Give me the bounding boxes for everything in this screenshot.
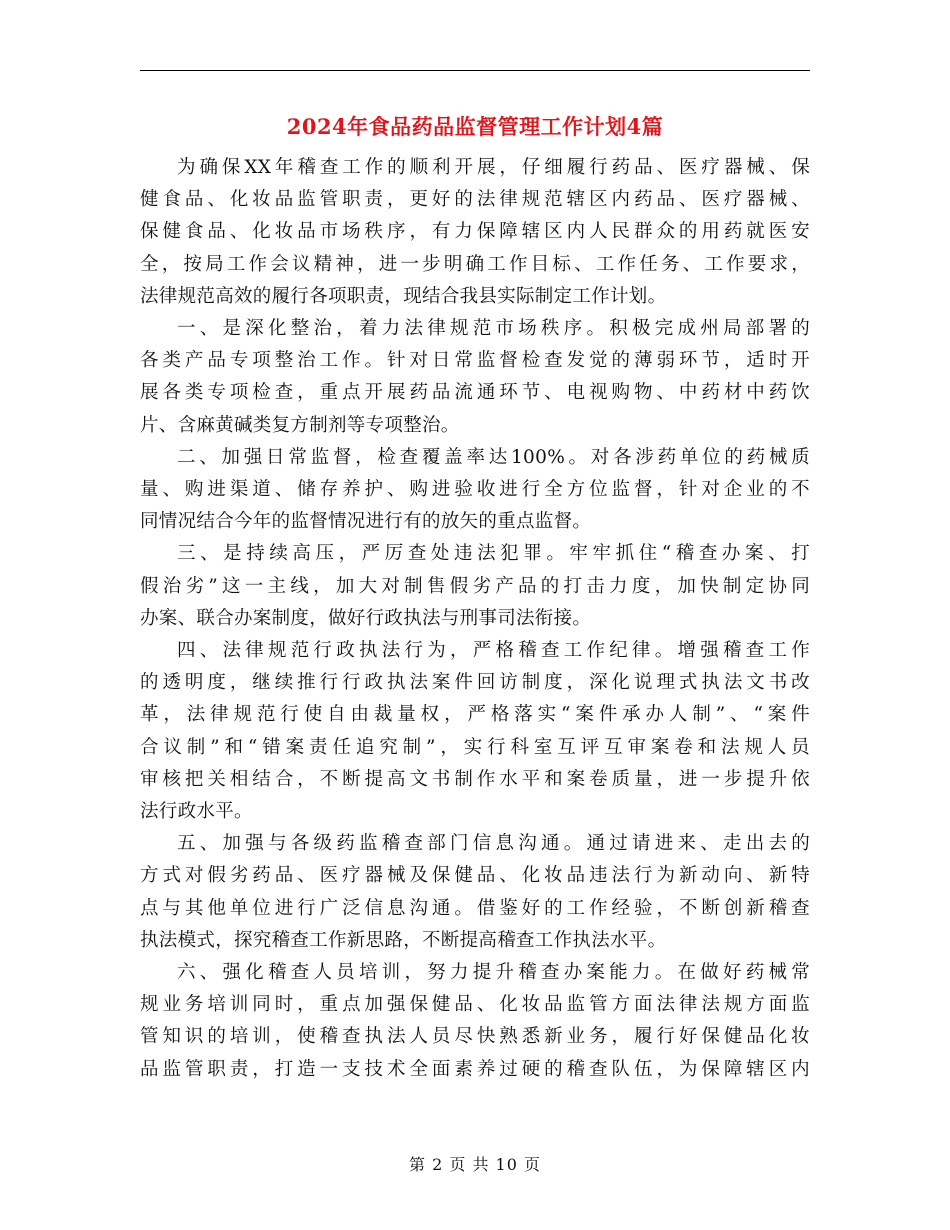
paragraph-line: 全，按局工作会议精神，进一步明确工作目标、工作任务、工作要求， [140, 253, 810, 275]
paragraph-line: 方式对假劣药品、医疗器械及保健品、化妆品违法行为新动向、新特 [140, 865, 810, 887]
paragraph-line: 三、是持续高压，严厉查处违法犯罪。牢牢抓住“稽查办案、打 [177, 543, 810, 565]
body-paragraph [140, 828, 810, 957]
paragraph-line: 二、加强日常监督，检查覆盖率达100%。对各涉药单位的药械质 [177, 446, 810, 468]
paragraph-line: 四、法律规范行政执法行为，严格稽查工作纪律。增强稽查工作 [177, 640, 810, 662]
body-paragraph [140, 442, 810, 539]
paragraph-line: 执法模式，探究稽查工作新思路，不断提高稽查工作执法水平。 [140, 929, 667, 951]
body-paragraph [140, 152, 810, 313]
paragraph-line: 健食品、化妆品监管职责，更好的法律规范辖区内药品、医疗器械、 [140, 189, 810, 211]
paragraph-line: 展各类专项检查，重点开展药品流通环节、电视购物、中药材中药饮 [140, 382, 810, 404]
paragraph-line: 管知识的培训，使稽查执法人员尽快熟悉新业务，履行好保健品化妆 [140, 1026, 810, 1048]
paragraph-line: 片、含麻黄碱类复方制剂等专项整治。 [140, 414, 460, 436]
body-paragraph [140, 635, 810, 828]
paragraph-line: 品监管职责，打造一支技术全面素养过硬的稽查队伍，为保障辖区内 [140, 1058, 810, 1080]
paragraph-line: 革，法律规范行使自由裁量权，严格落实“案件承办人制”、“案件 [140, 704, 810, 726]
paragraph-line: 为确保XX年稽查工作的顺利开展，仔细履行药品、医疗器械、保 [177, 157, 810, 178]
paragraph-line: 同情况结合今年的监督情况进行有的放矢的重点监督。 [140, 511, 592, 533]
paragraph-line: 各类产品专项整治工作。针对日常监督检查发觉的薄弱环节，适时开 [140, 350, 810, 372]
paragraph-line: 法行政水平。 [140, 801, 253, 823]
paragraph-line: 六、强化稽查人员培训，努力提升稽查办案能力。在做好药械常 [177, 962, 810, 984]
document-title: 2024年食品药品监督管理工作计划4篇 [286, 114, 664, 139]
paragraph-line: 的透明度，继续推行行政执法案件回访制度，深化说理式执法文书改 [140, 672, 810, 694]
paragraph-line: 办案、联合办案制度，做好行政执法与刑事司法衔接。 [140, 607, 592, 629]
paragraph-line: 法律规范高效的履行各项职责，现结合我县实际制定工作计划。 [140, 285, 667, 307]
header-rule [140, 70, 810, 71]
paragraph-line: 规业务培训同时，重点加强保健品、化妆品监管方面法律法规方面监 [140, 994, 810, 1016]
paragraph-line: 点与其他单位进行广泛信息沟通。借鉴好的工作经验，不断创新稽查 [140, 897, 810, 919]
paragraph-line: 量、购进渠道、储存养护、购进验收进行全方位监督，针对企业的不 [140, 479, 810, 501]
paragraph-line: 合议制”和“错案责任追究制”，实行科室互评互审案卷和法规人员 [140, 736, 810, 758]
paragraph-line: 审核把关相结合，不断提高文书制作水平和案卷质量，进一步提升依 [140, 768, 810, 790]
paragraph-line: 五、加强与各级药监稽查部门信息沟通。通过请进来、走出去的 [177, 833, 810, 855]
body-paragraph [140, 538, 810, 635]
page-number: 第 2 页 共 10 页 [409, 1155, 541, 1174]
body-paragraph [140, 313, 810, 442]
body-paragraph [140, 957, 810, 1086]
paragraph-line: 保健食品、化妆品市场秩序，有力保障辖区内人民群众的用药就医安 [140, 221, 810, 243]
paragraph-line: 一、是深化整治，着力法律规范市场秩序。积极完成州局部署的 [177, 318, 810, 340]
paragraph-line: 假治劣”这一主线，加大对制售假劣产品的打击力度，加快制定协同 [140, 575, 810, 597]
document-body [140, 152, 810, 1086]
